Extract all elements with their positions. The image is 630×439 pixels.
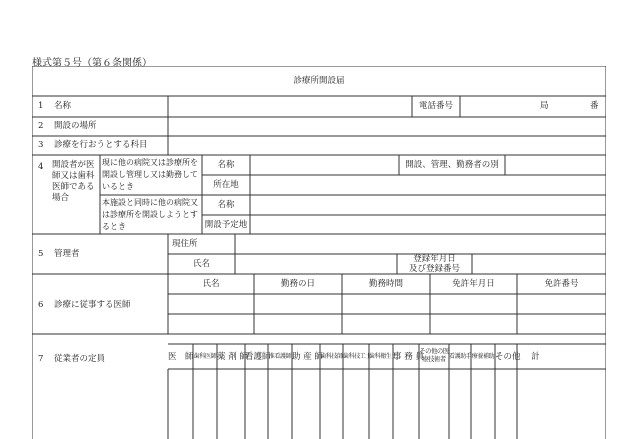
row5-reg-line1: 登録年月日 [413, 254, 456, 264]
staff-header-13: その他 [495, 352, 521, 362]
row6-header-license-no: 免許番号 [544, 279, 579, 289]
staff-header-5: 助 産 師 [292, 352, 323, 362]
staff-header-8: 歯科衛生士 [369, 353, 398, 360]
row4-address-label: 所在地 [213, 180, 239, 190]
form-number-label: 様式第５号（第６条関係） [32, 58, 152, 69]
staff-header-0: 医 師 [168, 352, 194, 362]
row6-label: 診療に従事する医師 [54, 300, 131, 310]
row5-address-label: 現住所 [172, 239, 198, 249]
row4-current-desc: 現に他の病院又は診療所を開設し管理し又は勤務しているとき [102, 158, 198, 191]
staff-header-14: 計 [531, 352, 540, 362]
row7-label: 従業者の定員 [54, 354, 106, 364]
staff-header-11: 看護助手 [449, 353, 472, 360]
staff-header-3: 看護師 [245, 352, 271, 362]
row4-planned-label: 開設予定地 [204, 220, 248, 230]
row4-name-label2: 名称 [217, 200, 235, 210]
row6-header-hours: 勤務時間 [368, 279, 403, 289]
row3-number: 3 [38, 140, 44, 150]
staff-header-9: 事 務 員 [393, 352, 424, 362]
staff-header-2: 薬 剤 師 [217, 352, 248, 362]
row2-number: 2 [38, 121, 44, 131]
staff-header-10: その他の医療技術者 [419, 347, 449, 363]
row5-reg-line2: 及び登録番号 [408, 264, 460, 274]
staff-header-1: 歯科医師 [193, 353, 217, 360]
row5-name-label: 氏名 [192, 259, 210, 269]
phone-kyoku: 局 [540, 101, 549, 111]
phone-label: 電話番号 [418, 101, 453, 111]
row6-header-workday: 勤務の日 [280, 279, 315, 289]
row4-number: 4 [38, 162, 44, 172]
staff-header-7: 歯科技工士 [343, 353, 372, 360]
row7-number: 7 [38, 354, 44, 364]
staff-header-4: 准看護師 [268, 353, 292, 360]
row5-label: 管理者 [54, 249, 80, 259]
row3-label: 診療を行おうとする科目 [54, 140, 148, 150]
form-title: 診療所開設届 [293, 76, 345, 86]
row1-label: 名称 [54, 101, 72, 111]
row5-number: 5 [38, 249, 44, 259]
phone-ban: 番 [590, 101, 599, 111]
row4-type-label: 開設、管理、勤務者の別 [405, 160, 499, 170]
notification-form [32, 66, 606, 439]
row4-new-desc: 本施設と同時に他の病院又は診療所を開設しようとするとき [102, 198, 198, 231]
staff-header-6: 歯科技師 [320, 353, 343, 360]
row6-number: 6 [38, 300, 44, 310]
row2-label: 開設の場所 [54, 121, 97, 131]
form-grid-lines [32, 66, 606, 439]
row4-label: 開設者が医師又は歯科医師である場合 [52, 160, 95, 203]
row6-header-license-date: 免許年月日 [452, 279, 495, 289]
row1-number: 1 [38, 101, 44, 111]
row6-header-name: 氏名 [202, 279, 220, 289]
row4-name-label: 名称 [217, 160, 235, 170]
staff-header-12: 療養補助 [471, 353, 495, 360]
